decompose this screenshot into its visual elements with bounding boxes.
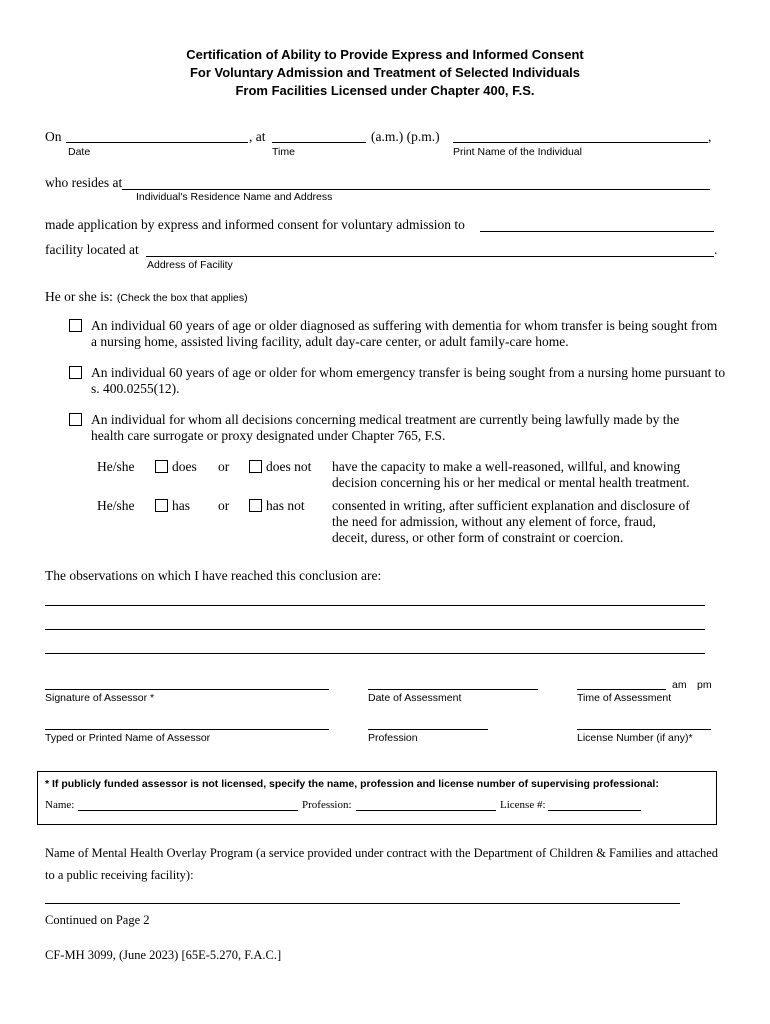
observation-line-1[interactable]: [45, 605, 705, 606]
form-id: CF-MH 3099, (June 2023) [65E-5.270, F.A.C.]: [45, 948, 282, 962]
individual-name-label: Print Name of the Individual: [453, 146, 582, 158]
supervisor-heading: * If publicly funded assessor is not licensed, specify the name, profession and license number of supervising professional:: [45, 778, 659, 790]
license-number-label: License Number (if any)*: [577, 732, 693, 744]
assessment-date-field[interactable]: [368, 689, 538, 690]
on-label: On: [45, 129, 62, 144]
capacity-does-not-label: does not: [266, 459, 312, 474]
option-3-checkbox[interactable]: [69, 413, 82, 426]
application-text: made application by express and informed consent for voluntary admission to: [45, 217, 465, 232]
check-intro-text: He or she is:: [45, 289, 113, 304]
consent-heshe: He/she: [97, 498, 135, 513]
observations-label: The observations on which I have reached this conclusion are:: [45, 568, 382, 583]
facility-address-field[interactable]: [146, 256, 714, 257]
license-number-field[interactable]: [577, 729, 711, 730]
assessor-signature-label: Signature of Assessor *: [45, 692, 155, 704]
consent-has-not-label: has not: [266, 498, 305, 513]
facility-label: facility located at: [45, 242, 139, 257]
check-intro-note: (Check the box that applies): [116, 292, 248, 304]
capacity-does-label: does: [172, 459, 197, 474]
date-field[interactable]: [66, 142, 248, 143]
time-field[interactable]: [272, 142, 366, 143]
am-option[interactable]: am: [672, 679, 687, 691]
form-title-line-3: From Facilities Licensed under Chapter 400, F.S.: [235, 83, 535, 98]
at-label: , at: [249, 129, 266, 144]
assessor-name-label: Typed or Printed Name of Assessor: [45, 732, 211, 744]
capacity-does-not-checkbox[interactable]: [249, 460, 262, 473]
profession-field[interactable]: [368, 729, 488, 730]
option-2-checkbox[interactable]: [69, 366, 82, 379]
time-label: Time: [272, 146, 295, 158]
observation-line-3[interactable]: [45, 653, 705, 654]
profession-label: Profession: [368, 732, 418, 744]
am-pm-label: (a.m.) (p.m.): [371, 129, 440, 144]
individual-name-field[interactable]: [453, 142, 708, 143]
supervisor-license-label: License #:: [500, 799, 546, 811]
consent-has-checkbox[interactable]: [155, 499, 168, 512]
capacity-heshe: He/she: [97, 459, 135, 474]
assessment-time-field[interactable]: [577, 689, 666, 690]
pm-option[interactable]: pm: [697, 679, 712, 691]
form-title-line-2: For Voluntary Admission and Treatment of Selected Individuals: [189, 65, 581, 80]
consent-has-label: has: [172, 498, 190, 513]
supervisor-profession-field[interactable]: [356, 810, 496, 811]
assessor-signature-field[interactable]: [45, 689, 329, 690]
supervisor-name-field[interactable]: [78, 810, 298, 811]
supervisor-profession-label: Profession:: [302, 799, 352, 811]
resides-label: who resides at: [45, 175, 123, 190]
capacity-does-checkbox[interactable]: [155, 460, 168, 473]
overlay-text-2: to a public receiving facility):: [45, 868, 194, 882]
admission-facility-field[interactable]: [480, 231, 714, 232]
supervisor-license-field[interactable]: [548, 810, 641, 811]
consent-or: or: [218, 498, 230, 513]
period: .: [714, 242, 718, 257]
supervisor-name-label: Name:: [45, 799, 75, 811]
consent-text: consented in writing, after sufficient explanation and disclosure of the need for admission, without any element of force, fraud, deceit, duress, or other form of constraint or coercion.: [332, 498, 690, 545]
form-title-line-1: Certification of Ability to Provide Express and Informed Consent: [186, 47, 584, 62]
assessment-date-label: Date of Assessment: [368, 692, 462, 704]
overlay-text-1: Name of Mental Health Overlay Program (a service provided under contract with the Department of Children & Families and attached: [45, 846, 719, 860]
facility-address-label: Address of Facility: [147, 259, 233, 271]
option-2-text: An individual 60 years of age or older for whom emergency transfer is being sought from a nursing home pursuant to s. 400.0255(12).: [91, 365, 726, 396]
consent-has-not-checkbox[interactable]: [249, 499, 262, 512]
option-3-text: An individual for whom all decisions concerning medical treatment are currently being lawfully made by the health care surrogate or proxy designated under Chapter 765, F.S.: [91, 412, 680, 443]
option-1-checkbox[interactable]: [69, 319, 82, 332]
capacity-or: or: [218, 459, 230, 474]
check-intro: [45, 288, 248, 306]
residence-field[interactable]: [122, 189, 710, 190]
date-label: Date: [68, 146, 91, 158]
continued-note: Continued on Page 2: [45, 913, 150, 927]
option-1-text: An individual 60 years of age or older diagnosed as suffering with dementia for whom transfer is being sought from a nursing home, assisted living facility, adult day-care center, or adult family-care home.: [91, 318, 718, 349]
comma: ,: [708, 129, 712, 144]
assessment-time-label: Time of Assessment: [577, 692, 672, 704]
capacity-text: have the capacity to make a well-reasoned, willful, and knowing decision concerning his or her medical or mental health treatment.: [332, 459, 690, 490]
assessor-name-field[interactable]: [45, 729, 329, 730]
observation-line-2[interactable]: [45, 629, 705, 630]
overlay-program-field[interactable]: [45, 903, 680, 904]
residence-label: Individual's Residence Name and Address: [136, 191, 333, 203]
